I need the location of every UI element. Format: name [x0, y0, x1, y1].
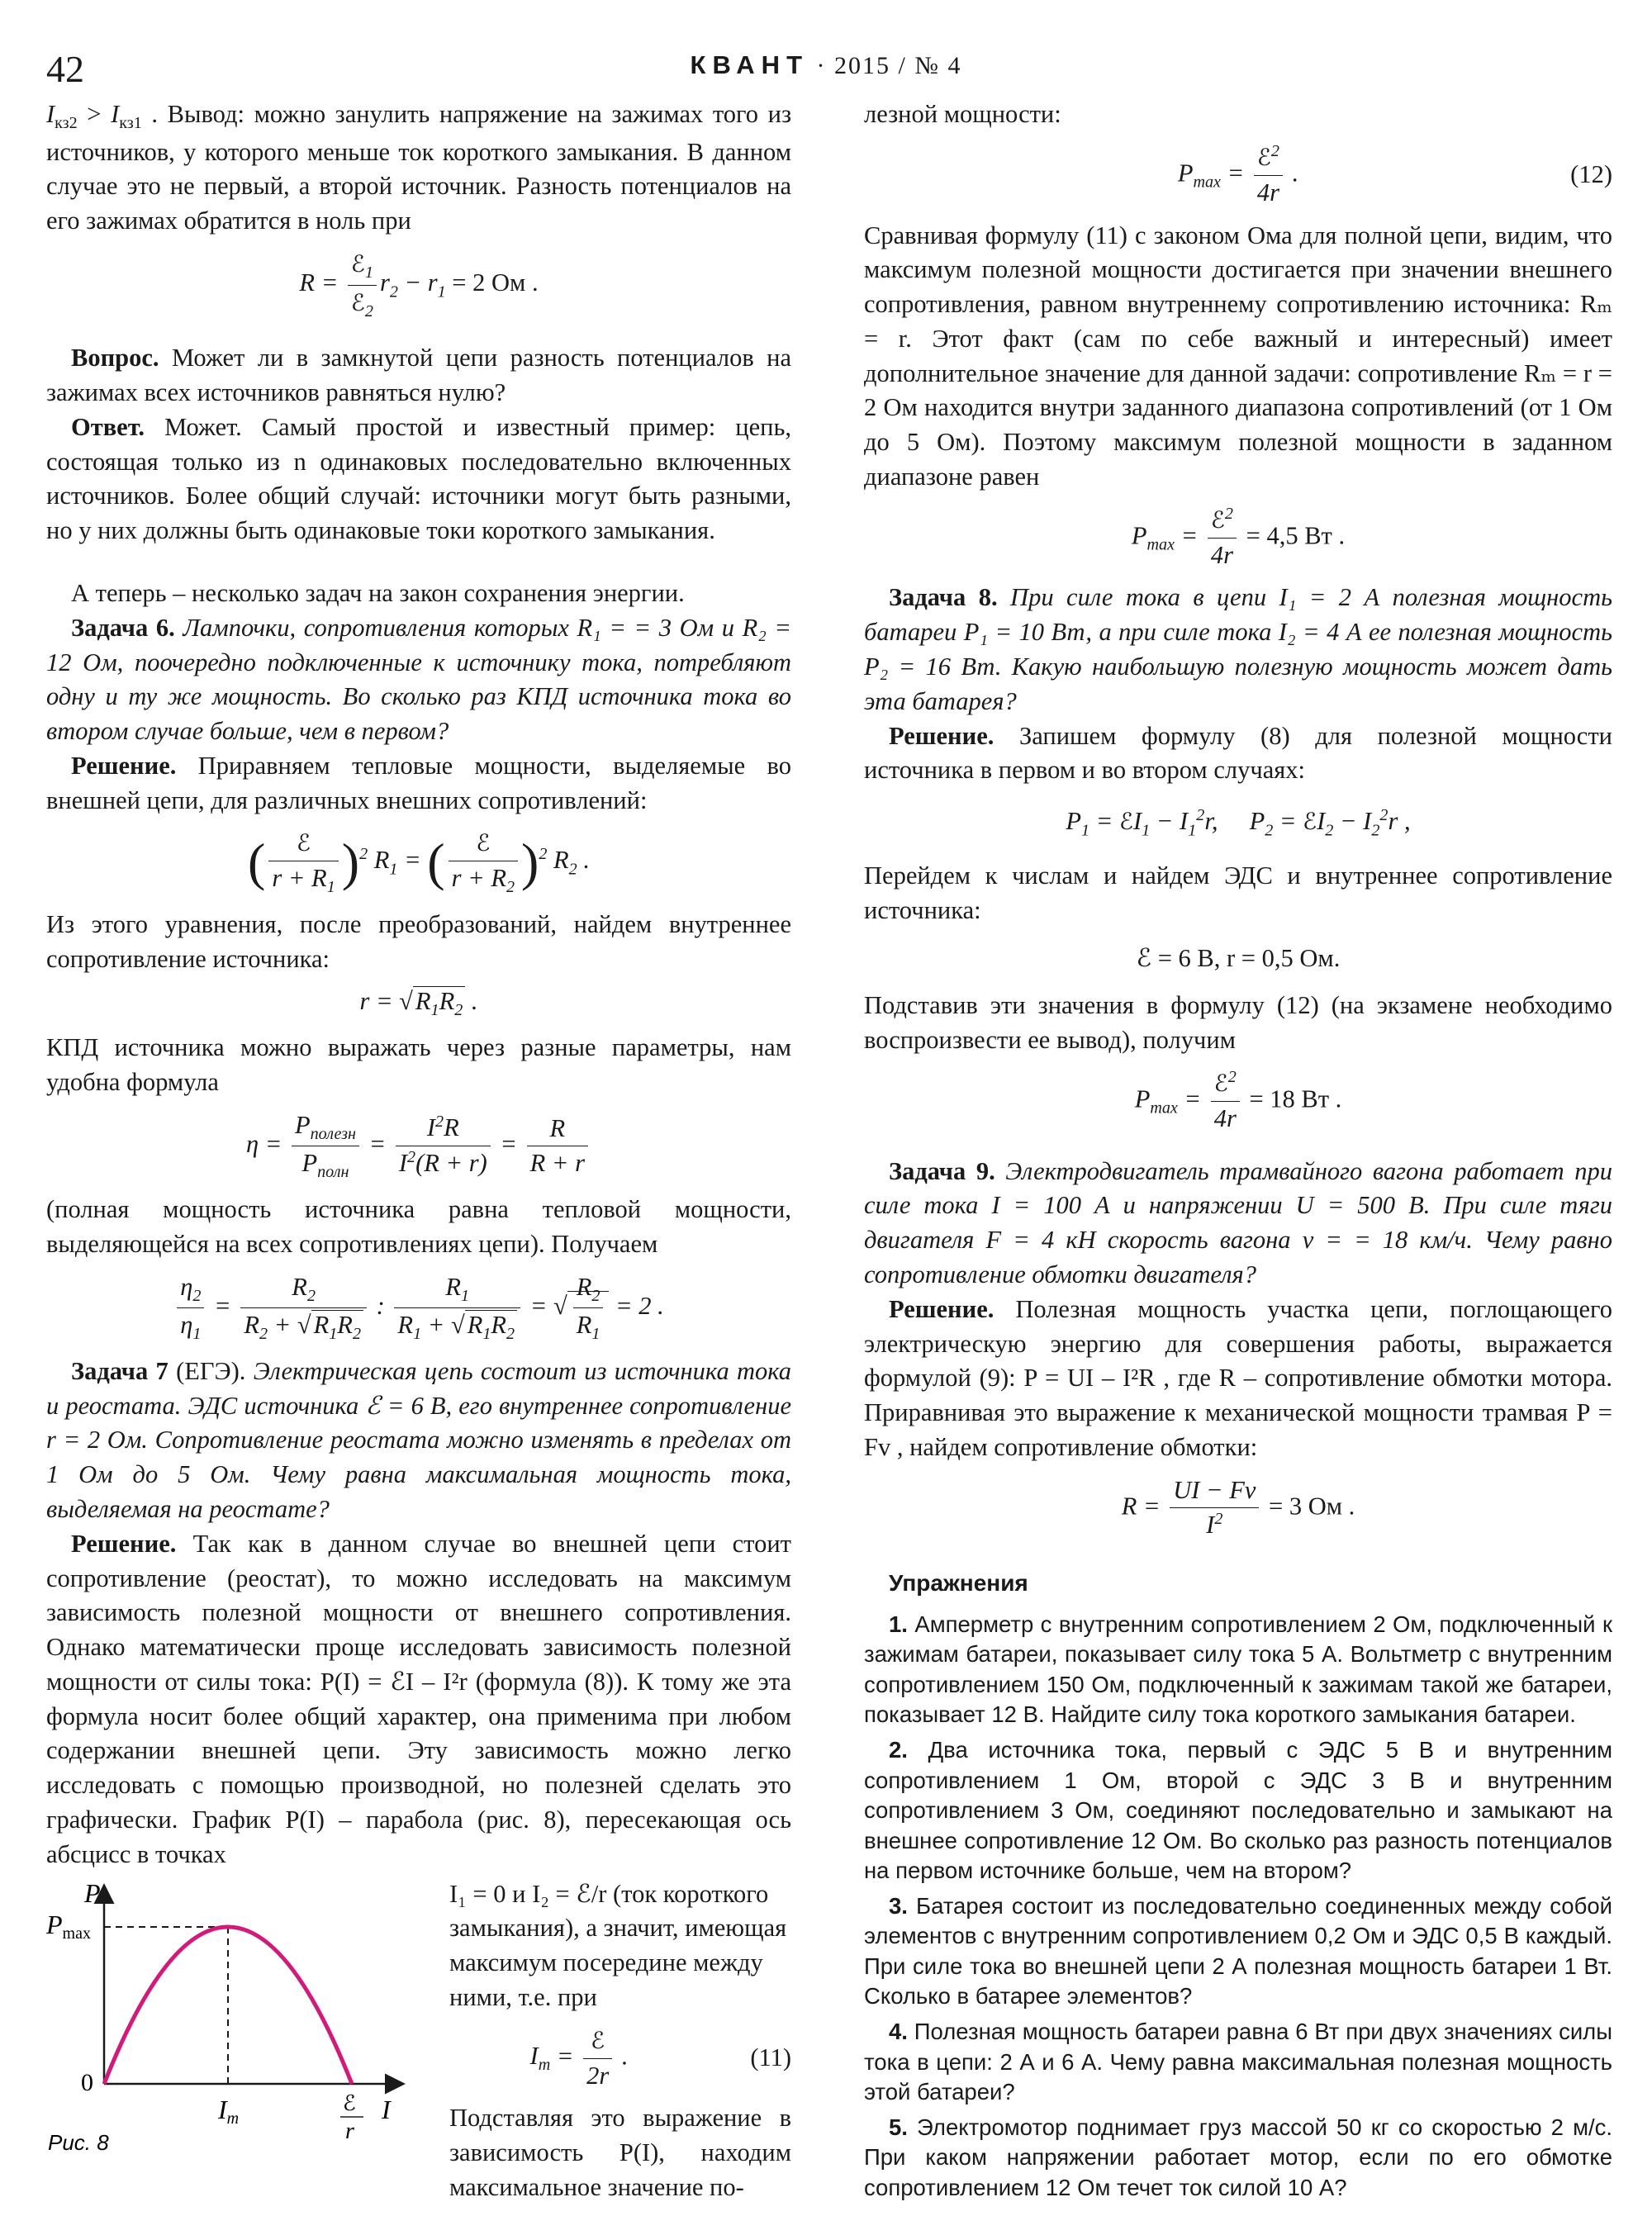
- task9-text: Электродвигатель трамвайного вагона работает при силе тока I = 100 А и напряжении U = 500 В. При силе тяги двигателя F = 4 кН скорость вагона v = = 18 км/ч. Чему равно сопротивление обмотки двигателя?: [864, 1156, 1613, 1288]
- task7-text: Электрическая цепь состоит из источника тока и реостата. ЭДС источника ℰ = 6 В, его внутреннее сопротивление r = 2 Ом. Сопротивление реостата можно изменять в пределах от 1 Ом до 5 Ом. Чему равна максимальная мощность тока, выделяемая на реостате?: [46, 1356, 792, 1523]
- intro-paragraph: А теперь – несколько задач на закон сохранения энергии.: [71, 579, 685, 607]
- exercise-item: 4. Полезная мощность батареи равна 6 Вт при двух значениях силы тока в цепи: 2 А и 6 А. Чему равна максимальная полезная мощность этой батареи?: [864, 2019, 1612, 2105]
- task7-tag: (ЕГЭ).: [176, 1356, 246, 1385]
- figure-block: [46, 1877, 791, 2205]
- task8-label: Задача 8.: [889, 583, 998, 612]
- left-column: [46, 97, 792, 2201]
- solution7-text-a: Так как в данном случае во внешней цепи стоит сопротивление (реостат), то можно исследовать на максимум зависимость полезной мощности от внешнего сопротивления. Однако математически проще исследовать зависимость полезной мощности от силы тока: P(I) = ℰI – I²r (формула (8)). К тому же эта формула носит более общий характер, она применима при любом содержании внешней цепи. Эту зависимость можно легко исследовать с помощью производной, но полезней сделать это графически. График P(I) – парабола (рис. 8), пересекающая ось абсцисс в точках: [46, 1529, 792, 1868]
- answer-paragraph: [46, 410, 791, 548]
- solution8-label: Решение.: [889, 721, 995, 750]
- page-number: 42: [46, 48, 84, 90]
- task7-label: Задача 7: [71, 1356, 169, 1385]
- equation-12-number: (12): [1570, 160, 1612, 189]
- equation-resistance: R = $\frac{ℰ_1}{ℰ_2}$ $r_2 - r_1 = 2$ Ом .: [46, 247, 791, 323]
- solution9-label: Решение.: [889, 1294, 995, 1323]
- answer-text: Может. Самый простой и известный пример: цепь, состоящая только из n одинаковых последовательно включенных источников. Более общий случай: источники могут быть разными, но у них должны быть одинаковые токи короткого замыкания.: [46, 412, 791, 545]
- equation-motor-r-tail: = 3 Ом .: [1269, 1491, 1355, 1520]
- equation-emf-r: ℰ = 6 В, r = 0,5 Ом.: [1136, 943, 1341, 972]
- figure-caption: Рис. 8: [48, 2129, 109, 2155]
- solution7-text-c: Подставляя это выражение в зависимость P(I), находим максимальное значение по-: [449, 2104, 791, 2201]
- equation-pmax-18: $P_{max}$ = $\frac{ℰ^2}{4r}$ = 18 Вт .: [1134, 1067, 1342, 1132]
- task9-label: Задача 9.: [889, 1156, 995, 1185]
- equation-power-balance: ( $\frac{\text{ℰ}}{r + R_1}$ )$^2$ $R_1$ = ( $\frac{\text{ℰ}}{r + R_2}$ )$^2$ $R_2$ .: [46, 826, 791, 899]
- running-title: [46, 48, 1606, 83]
- equation-p1-p2: $P_1$ = ℰI$_1$ − $I_1^2r$, $P_2$ = ℰI$_2$ − $I_2^2r$ ,: [1066, 806, 1411, 840]
- equation-pmax-45: $P_{max}$ = $\frac{ℰ^2}{4r}$ = 4,5 Вт .: [1131, 504, 1346, 569]
- equation-efficiency: η = $\frac{P_{полезн}}{P_{полн}}$ = $\frac{I^2R}{I^2(R + r)}$ = $\frac{R}{R + r}$: [46, 1108, 791, 1184]
- exercise-item: 3. Батарея состоит из последовательно соединенных между собой элементов с внутренним сопротивлением 0,2 Ом и ЭДС 0,5 В каждый. При силе тока во внешней цепи 2 А полезная мощность батареи 1 Вт. Сколько в батарее элементов?: [864, 1892, 1613, 2010]
- right-column: [864, 97, 1613, 2200]
- solution6-text-b: Из этого уравнения, после преобразований, найдем внутреннее сопротивление источника:: [46, 909, 791, 973]
- task9-paragraph: [864, 1155, 1612, 1293]
- solution8-text-c: Подставив эти значения в формулу (12) (на экзамене необходимо воспроизвести ее вывод), получим: [864, 991, 1612, 1055]
- solution6-label: Решение.: [71, 751, 177, 780]
- equation-motor-r: R = $\frac{UI - Fv}{I^2}$ = 3 Ом .: [864, 1473, 1612, 1544]
- paragraph-conclusion: $I_{кз2} > I_{кз1}$ . Вывод: можно занулить напряжение на зажимах того из источников, у которого меньше ток короткого замыкания. В данном случае это не первый, а второй источник. Разность потенциалов на его зажимах обратится в ноль при: [46, 100, 792, 235]
- solution6-paragraph: [46, 749, 791, 819]
- equation-resistance-tail: = 2 Ом .: [452, 268, 539, 297]
- comparison-paragraph: Сравнивая формулу (11) с законом Ома для полной цепи, видим, что максимум полезной мощности достигается при значении внешнего сопротивления, равном внутреннему сопротивлению источника: Rₘ = r. Этот факт (сам по себе важный и интересный) имеет дополнительное значение для данной задачи: сопротивление Rₘ = r = 2 Ом находится внутри заданного диапазона сопротивлений (от 1 Ом до 5 Ом). Поэтому максимум полезной мощности в заданном диапазоне равен: [864, 221, 1612, 491]
- solution7-label: Решение.: [71, 1529, 177, 1558]
- answer-label: Ответ.: [71, 412, 145, 441]
- exercise-item: 2. Два источника тока, первый с ЭДС 5 В и внутренним сопротивлением 1 Ом, второй с ЭДС 3 В и внутренним сопротивлением 3 Ом, соединяют последовательно и замыкают на внешнее сопротивление 12 Ом. Во сколько раз разность потенциалов на первом источнике больше, чем на втором?: [864, 1736, 1613, 1884]
- solution9-paragraph: [864, 1293, 1612, 1465]
- exercise-item: 5. Электромотор поднимает груз массой 50 кг со скоростью 2 м/с. При каком напряжении работает мотор, если по его обмотке сопротивлением 12 Ом течет ток силой 10 А?: [864, 2114, 1613, 2200]
- conclusion-text: Вывод: можно занулить напряжение на зажимах того из источников, у которого меньше ток короткого замыкания. В данном случае это не первый, а второй источник. Разность потенциалов на его зажимах обратится в ноль при: [46, 100, 792, 235]
- pmax-label: Pmax: [46, 1909, 91, 1943]
- question-text: Может ли в замкнутой цепи разность потенциалов на зажимах всех источников равняться нулю?: [46, 344, 792, 407]
- origin-label: 0: [81, 2068, 93, 2096]
- equation-efficiency-ratio: $\frac{\eta_2}{\eta_1}$ = $\frac{R_2}{R_2 + √R_1R_2}$ : $\frac{R_1}{R_1 + √R_1R_2}$ = √ $\frac{R_2}{R_1}$ = 2 .: [46, 1270, 791, 1346]
- task6-label: Задача 6.: [71, 613, 175, 642]
- exercise-item: 1. Амперметр с внутренним сопротивлением 2 Ом, подключенный к зажимам батареи, показывает силу тока 5 А. Вольтметр с внутренним сопротивлением 150 Ом, подключенный к зажимам такой же батареи, показывает 12 В. Найдите силу тока короткого замыкания батареи.: [864, 1611, 1612, 1728]
- y-axis-label: P: [84, 1877, 101, 1908]
- figure-8-parabola: [46, 1877, 444, 2160]
- equation-pmax-45-tail: = 4,5 Вт .: [1246, 521, 1346, 550]
- equation-11-number: (11): [750, 2043, 791, 2072]
- solution8-text-a: Запишем формулу (8) для полезной мощности источника в первом и во втором случаях:: [864, 721, 1612, 785]
- figure-side-text: [444, 1877, 791, 2205]
- equation-12: $P_{max}$ = $\frac{ℰ^2}{4r}$ . (12): [1177, 141, 1612, 206]
- task8-paragraph: [864, 581, 1612, 719]
- solution6-text-a: Приравняем тепловые мощности, выделяемые во внешней цепи, для различных внешних сопротивлений:: [46, 751, 791, 814]
- task6-paragraph: [46, 611, 791, 749]
- exercises-title: Упражнения: [889, 1570, 1028, 1597]
- question-label: Вопрос.: [71, 344, 159, 372]
- solution7-paragraph: [46, 1527, 791, 1872]
- emf-label: ℰ: [343, 2090, 356, 2116]
- equation-internal-r: $r = √R_1R_2$ .: [359, 987, 478, 1020]
- equation-pmax-18-tail: = 18 Вт .: [1249, 1084, 1342, 1113]
- task6-text: Лампочки, сопротивления которых R₁ = = 3 Ом и R₂ = 12 Ом, поочередно подключенные к источнику тока, потребляют одну и ту же мощность. Во сколько раз КПД источника тока во втором случае больше, чем в первом?: [46, 613, 792, 746]
- solution9-text: Полезная мощность участка цепи, поглощающего электрическую энергию для совершения работы, выражается формулой (9): P = UI – I²R , где R – сопротивление обмотки мотора. Приравнивая это выражение к механической мощности трамвая P = Fv , найдем сопротивление обмотки:: [864, 1294, 1612, 1461]
- question-paragraph: [46, 341, 791, 410]
- im-label: Im: [218, 2094, 240, 2128]
- exercises-list: [864, 1610, 1612, 2204]
- page-header: [46, 40, 1606, 97]
- solution7-text-b: I₁ = 0 и I₂ = ℰ/r (ток короткого замыкания), а значит, имеющая максимум посередине между ними, т.е. при: [449, 1879, 787, 2011]
- journal-name: КВАНТ: [690, 50, 809, 79]
- issue-info: · 2015 / № 4: [816, 52, 962, 79]
- solution8-text-b: Перейдем к числам и найдем ЭДС и внутреннее сопротивление источника:: [864, 861, 1612, 924]
- solution8-paragraph: [864, 719, 1612, 789]
- task7-paragraph: [46, 1355, 791, 1527]
- task8-text: При силе тока в цепи I₁ = 2 А полезная мощность батареи P₁ = 10 Вт, а при силе тока I₂ = 4 А ее полезная мощность P₂ = 16 Вт. Какую наибольшую полезную мощность может дать эта батарея?: [864, 583, 1612, 715]
- equation-11: $I_m$ = $\frac{\text{ℰ}}{2r}$ . (11): [449, 2024, 791, 2094]
- right-continued-text: лезной мощности:: [864, 100, 1061, 128]
- x-axis-label: I: [382, 2094, 391, 2124]
- solution6-text-d: (полная мощность источника равна тепловой мощности, выделяющейся на всех сопротивлениях цепи). Получаем: [46, 1195, 791, 1258]
- solution6-text-c: КПД источника можно выражать через разные параметры, нам удобна формула: [46, 1033, 791, 1096]
- r-label: r: [345, 2118, 354, 2144]
